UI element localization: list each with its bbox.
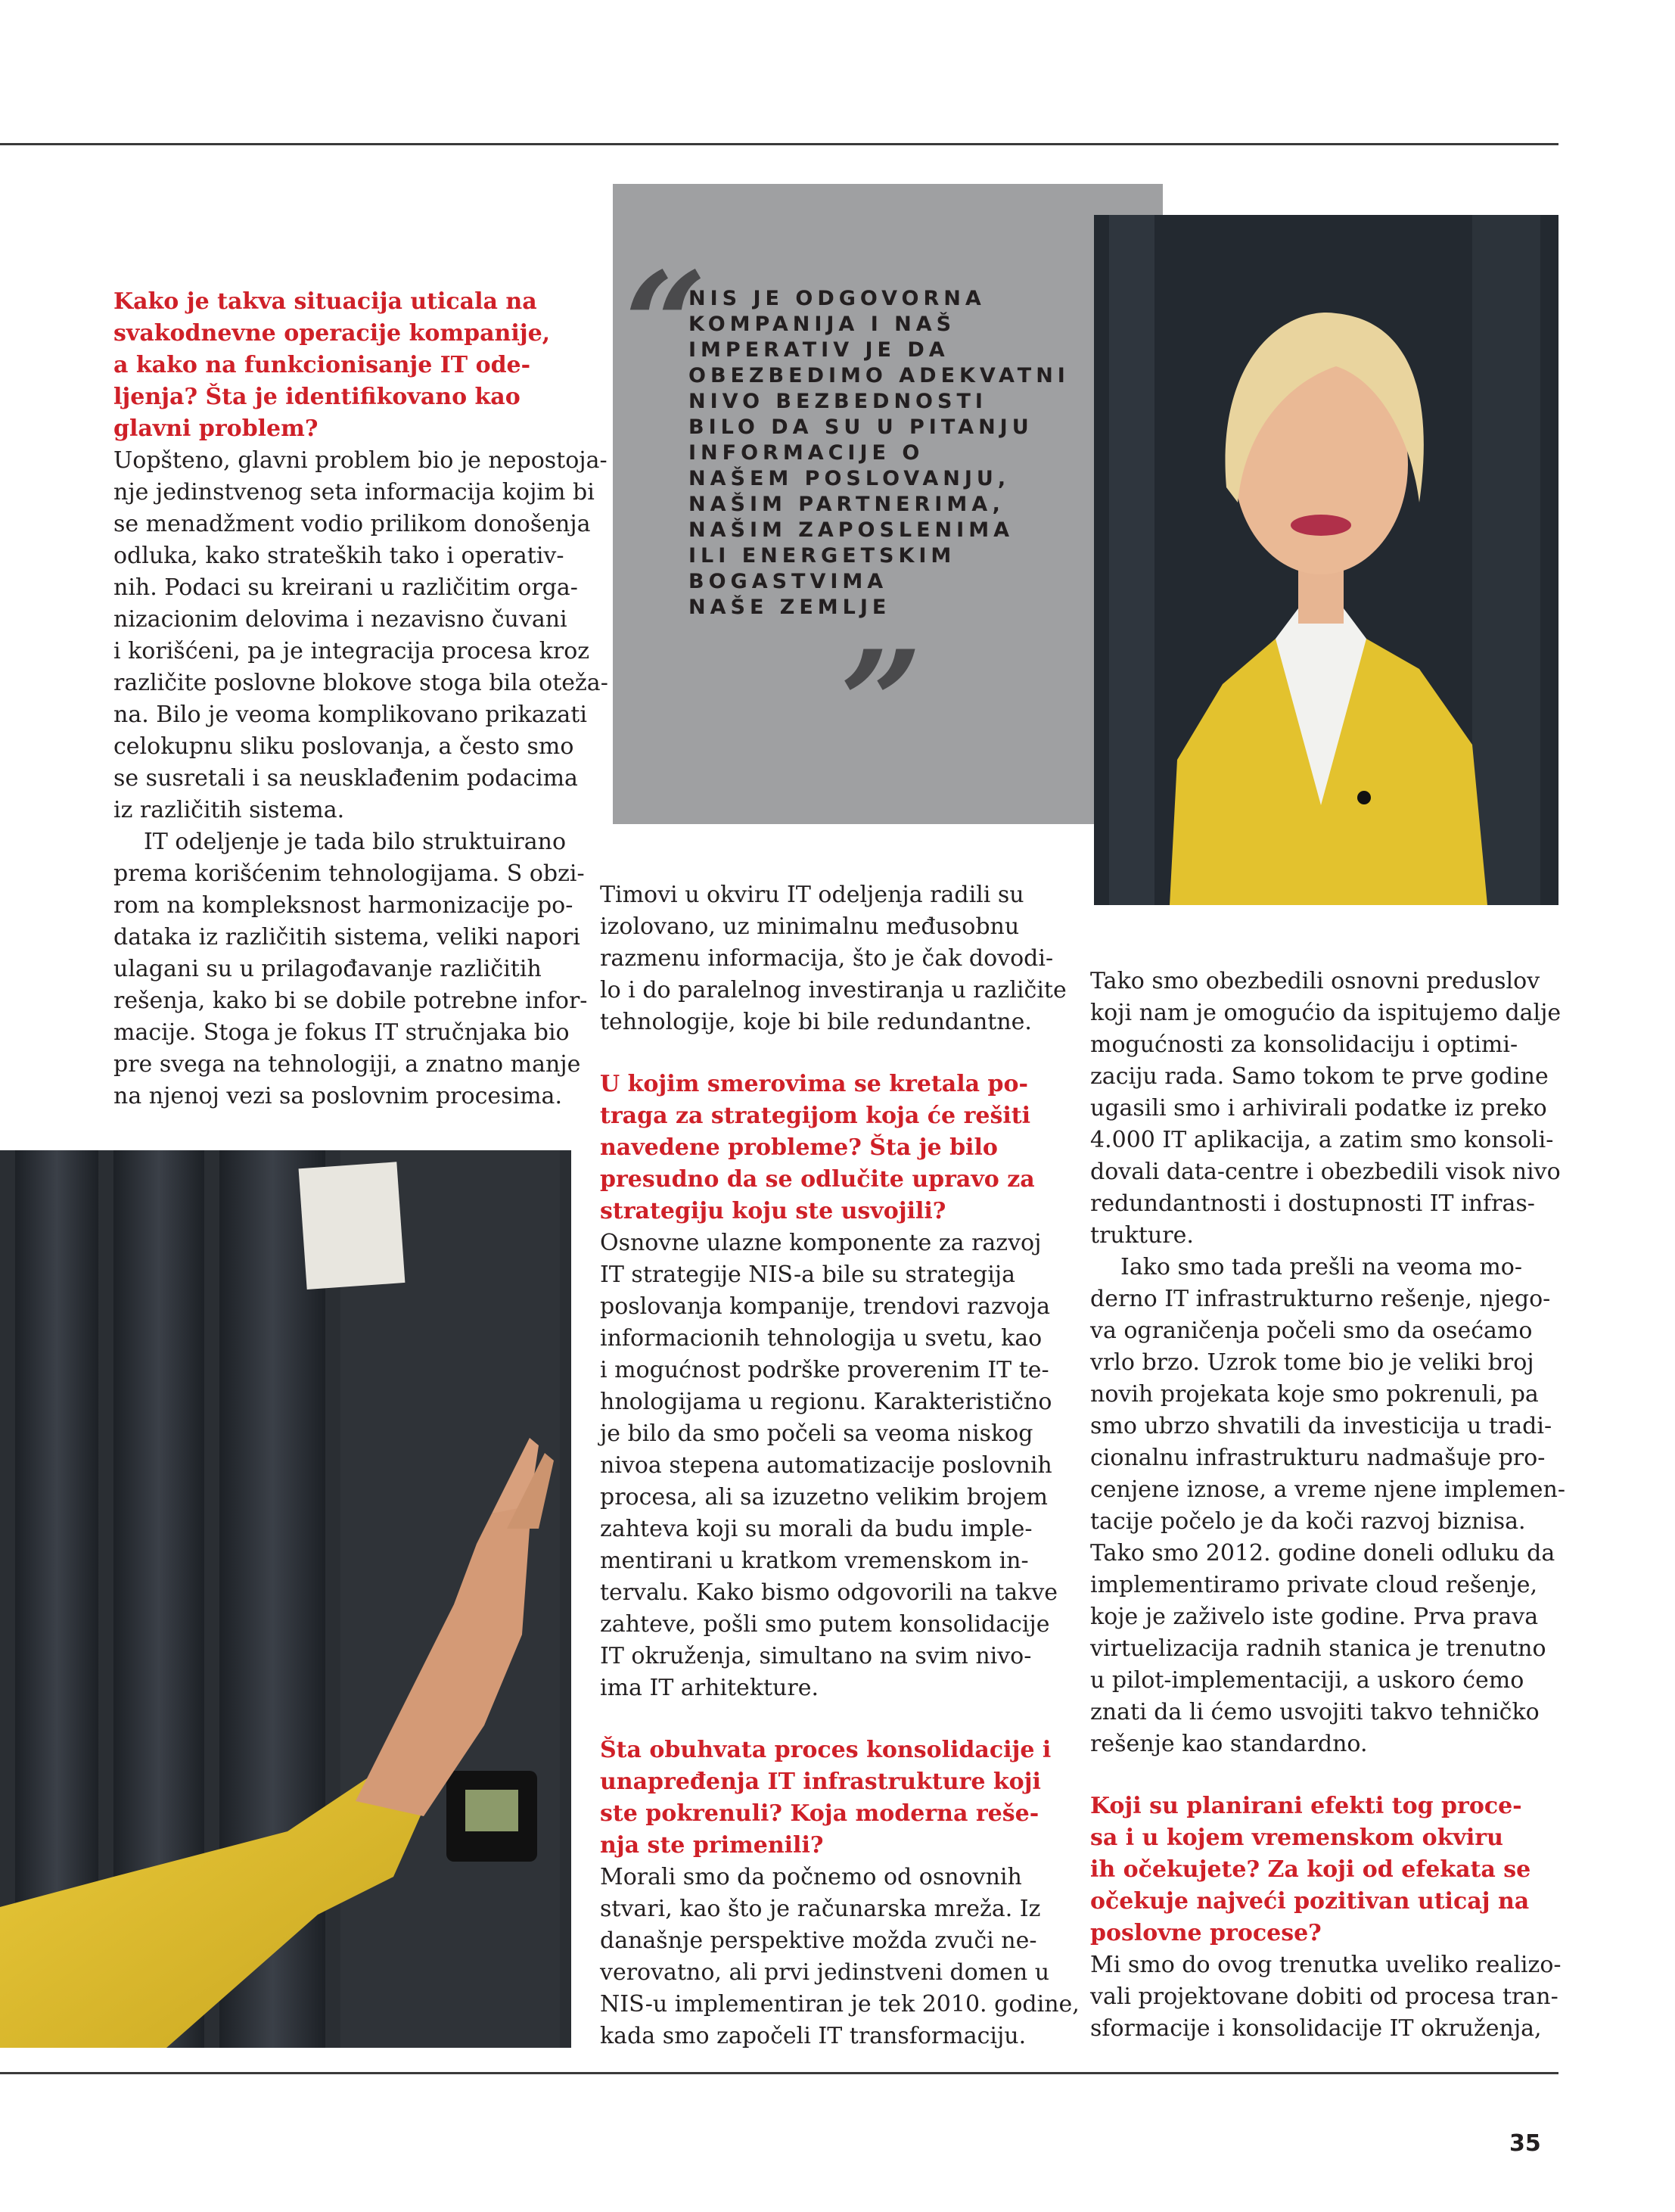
text-line: cionalnu infrastrukturu nadmašuje pro- [1090, 1445, 1546, 1471]
text-line: poslovne procese? [1090, 1920, 1322, 1946]
text-line: nje jedinstvenog seta informacija kojim bi [113, 479, 595, 506]
text-line: nizacionim delovima i nezavisno čuvani [113, 606, 567, 633]
text-line: i mogućnost podrške proverenim IT te- [600, 1357, 1049, 1383]
text-line: sformacije i konsolidacije IT okruženja, [1090, 2015, 1542, 2042]
text-line: znati da li ćemo usvojiti takvo tehničko [1090, 1699, 1540, 1725]
text-line: Uopšteno, glavni problem bio je nepostoja- [113, 447, 608, 474]
text-line: stvari, kao što je računarska mreža. Iz [600, 1896, 1041, 1922]
text-line: lo i do paralelnog investiranja u različite [600, 977, 1067, 1003]
text-line: IT strategije NIS-a bile su strategija [600, 1262, 1015, 1288]
text-line: derno IT infrastrukturno rešenje, njego- [1090, 1286, 1551, 1312]
text-line: Tako smo 2012. godine doneli odluku da [1090, 1540, 1555, 1566]
text-line: IT okruženja, simultano na svim nivo- [600, 1643, 1032, 1669]
text-line: zahteva koji su morali da budu imple- [600, 1516, 1033, 1542]
text-line: koji nam je omogućio da ispitujemo dalje [1090, 1000, 1562, 1026]
text-line: tervalu. Kako bismo odgovorili na takve [600, 1579, 1058, 1606]
text-line: dataka iz različitih sistema, veliki napori [113, 924, 580, 950]
text-line: NAŠEM POSLOVANJU, [688, 467, 1011, 490]
question-1 [113, 286, 571, 445]
text-line: različite poslovne blokove stoga bila oteža- [113, 670, 608, 696]
text-line: implementiramo private cloud rešenje, [1090, 1572, 1538, 1598]
text-line: Tako smo obezbedili osnovni preduslov [1090, 968, 1540, 994]
text-line: nja ste primenili? [600, 1832, 824, 1859]
text-line: prema korišćenim tehnologijama. S obzi- [113, 860, 585, 887]
text-line: ih očekujete? Za koji od efekata se [1090, 1856, 1531, 1883]
text-line: unapređenja IT infrastrukture koji [600, 1769, 1041, 1795]
text-line: va ograničenja počeli smo da osećamo [1090, 1318, 1533, 1344]
text-line: smo ubrzo shvatili da investicija u tradi- [1090, 1413, 1552, 1439]
text-line: virtuelizacija radnih stanica je trenutno [1090, 1635, 1546, 1662]
text-line: IMPERATIV JE DA [688, 338, 949, 362]
text-line: a kako na funkcionisanje IT ode- [113, 352, 531, 378]
text-line: iz različitih sistema. [113, 797, 345, 823]
answer-1-paragraph-3 [600, 879, 1069, 1038]
column-3 [1090, 966, 1565, 2045]
text-line: traga za strategijom koja će rešiti [600, 1103, 1031, 1129]
text-line: 4.000 IT aplikacija, a zatim smo konsoli- [1090, 1127, 1554, 1153]
text-line: glavni problem? [113, 415, 319, 442]
text-line: trukture. [1090, 1222, 1194, 1249]
text-line: poslovanja kompanije, trendovi razvoja [600, 1293, 1051, 1320]
question-3 [600, 1734, 1069, 1862]
text-line: Morali smo da počnemo od osnovnih [600, 1864, 1022, 1890]
text-line: Osnovne ulazne komponente za razvoj [600, 1230, 1042, 1256]
text-line: i korišćeni, pa je integracija procesa kroz [113, 638, 590, 664]
text-line: ljenja? Šta je identifikovano kao [113, 384, 521, 410]
text-line: na. Bilo je veoma komplikovano prikazati [113, 702, 587, 728]
text-line: BILO DA SU U PITANJU [688, 415, 1033, 439]
text-line: sa i u kojem vremenskom okviru [1090, 1825, 1503, 1851]
column-2 [600, 879, 1080, 2052]
text-line: Šta obuhvata proces konsolidacije i [600, 1737, 1052, 1763]
text-line: rešenja, kako bi se dobile potrebne infor- [113, 988, 588, 1014]
text-line: ste pokrenuli? Koja moderna reše- [600, 1800, 1039, 1827]
text-line: nivoa stepena automatizacije poslovnih [600, 1452, 1052, 1479]
server-rack-hand-photo [0, 1150, 571, 2048]
text-line: ugasili smo i arhivirali podatke iz preko [1090, 1095, 1547, 1122]
text-line: rom na kompleksnost harmonizacije po- [113, 892, 573, 919]
text-line: NAŠIM PARTNERIMA, [688, 493, 1005, 516]
text-line: celokupnu sliku poslovanja, a često smo [113, 733, 574, 760]
text-line: nih. Podaci su kreirani u različitim orga- [113, 574, 578, 601]
text-line: BOGASTVIMA [688, 570, 888, 593]
text-line: novih projekata koje smo pokrenuli, pa [1090, 1381, 1539, 1408]
page-number: 35 [1509, 2130, 1541, 2157]
text-line: na njenoj vezi sa poslovnim procesima. [113, 1083, 562, 1109]
text-line: dovali data-centre i obezbedili visok nivo [1090, 1159, 1561, 1185]
text-line: IT odeljenje je tada bilo struktuirano [144, 829, 567, 855]
text-line: NIS JE ODGOVORNA [688, 287, 986, 310]
text-line: očekuje najveći pozitivan uticaj na [1090, 1888, 1530, 1915]
answer-2 [600, 1227, 1069, 1704]
text-line: današnje perspektive možda zvuči ne- [600, 1927, 1037, 1954]
text-line: Kako je takva situacija uticala na [113, 288, 537, 315]
text-line: Koji su planirani efekti tog proce- [1090, 1793, 1522, 1819]
text-line: NAŠE ZEMLJE [688, 596, 891, 619]
text-line: NAŠIM ZAPOSLENIMA [688, 518, 1014, 542]
text-line: cenjene iznose, a vreme njene implemen- [1090, 1476, 1565, 1503]
text-line: OBEZBEDIMO ADEKVATNI [688, 364, 1070, 387]
answer-3-paragraph-2 [1090, 966, 1562, 1252]
text-line: ulagani su u prilagođavanje različitih [113, 956, 542, 982]
text-line: mogućnosti za konsolidaciju i optimi- [1090, 1031, 1518, 1058]
text-line: vali projektovane dobiti od procesa tran- [1090, 1983, 1558, 2010]
text-line: KOMPANIJA I NAŠ [688, 313, 956, 336]
text-line: je bilo da smo počeli sa veoma niskog [600, 1420, 1033, 1447]
bottom-rule [0, 2072, 1558, 2074]
top-rule [0, 143, 1558, 145]
text-line: tehnologije, koje bi bile redundantne. [600, 1009, 1032, 1035]
text-line: rešenje kao standardno. [1090, 1731, 1368, 1757]
text-line: pre svega na tehnologiji, a znatno manje [113, 1051, 581, 1078]
text-line: zaciju rada. Samo tokom te prve godine [1090, 1063, 1549, 1090]
text-line: NIVO BEZBEDNOSTI [688, 390, 987, 413]
text-line: u pilot-implementaciji, a uskoro ćemo [1090, 1667, 1524, 1694]
text-line: presudno da se odlučite upravo za [600, 1166, 1035, 1193]
portrait-illustration [1094, 215, 1558, 905]
text-line: navedene probleme? Šta je bilo [600, 1134, 998, 1161]
text-line: NIS-u implementiran je tek 2010. godine, [600, 1991, 1080, 2018]
text-line: redundantnosti i dostupnosti IT infras- [1090, 1190, 1535, 1217]
open-quote-mark: “ [624, 241, 707, 409]
answer-1-paragraph-2 [113, 826, 588, 1112]
text-line: Timovi u okviru IT odeljenja radili su [600, 882, 1024, 908]
text-line: tacije počelo je da koči razvoj biznisa. [1090, 1508, 1526, 1535]
text-line: razmenu informacija, što je čak dovodi- [600, 945, 1054, 972]
text-line: izolovano, uz minimalnu međusobnu [600, 913, 1020, 940]
text-line: verovatno, ali prvi jedinstveni domen u [600, 1959, 1050, 1986]
text-line: Iako smo tada prešli na veoma mo- [1120, 1254, 1522, 1280]
text-line: ILI ENERGETSKIM [688, 544, 956, 568]
text-line: zahteve, pošli smo putem konsolidacije [600, 1611, 1050, 1638]
close-quote-mark: ” [840, 619, 923, 788]
question-4 [1090, 1790, 1559, 1949]
text-line: svakodnevne operacije kompanije, [113, 320, 551, 347]
text-line: strategiju koju ste usvojili? [600, 1198, 946, 1224]
text-line: kada smo započeli IT transformaciju. [600, 2023, 1027, 2049]
answer-3-paragraph-3 [1090, 1252, 1565, 1760]
pull-quote-text [688, 286, 1112, 621]
text-line: U kojim smerovima se kretala po- [600, 1071, 1028, 1097]
text-line: hnologijama u regionu. Karakteristično [600, 1389, 1052, 1415]
text-line: se susretali i sa neusklađenim podacima [113, 765, 578, 792]
text-line: procesa, ali sa izuzetno velikim brojem [600, 1484, 1048, 1510]
text-line: koje je zaživelo iste godine. Prva prava [1090, 1604, 1539, 1630]
question-2 [600, 1069, 1069, 1227]
portrait-photo [1094, 215, 1558, 905]
answer-4 [1090, 1949, 1562, 2045]
column-1 [113, 286, 608, 1112]
answer-1-paragraph-1 [113, 445, 608, 826]
text-line: ima IT arhitekture. [600, 1675, 819, 1701]
text-line: informacionih tehnologija u svetu, kao [600, 1325, 1043, 1352]
text-line: mentirani u kratkom vremenskom in- [600, 1548, 1029, 1574]
text-line: Mi smo do ovog trenutka uveliko realizo- [1090, 1952, 1562, 1978]
text-line: vrlo brzo. Uzrok tome bio je veliki broj [1090, 1349, 1534, 1376]
text-line: odluka, kako strateških tako i operativ- [113, 543, 564, 569]
answer-3-paragraph-1 [600, 1862, 1080, 2052]
server-rack-hand-illustration [0, 1150, 571, 2048]
text-line: macije. Stoga je fokus IT stručnjaka bio [113, 1019, 570, 1046]
text-line: INFORMACIJE O [688, 441, 925, 465]
text-line: se menadžment vodio prilikom donošenja [113, 511, 591, 537]
